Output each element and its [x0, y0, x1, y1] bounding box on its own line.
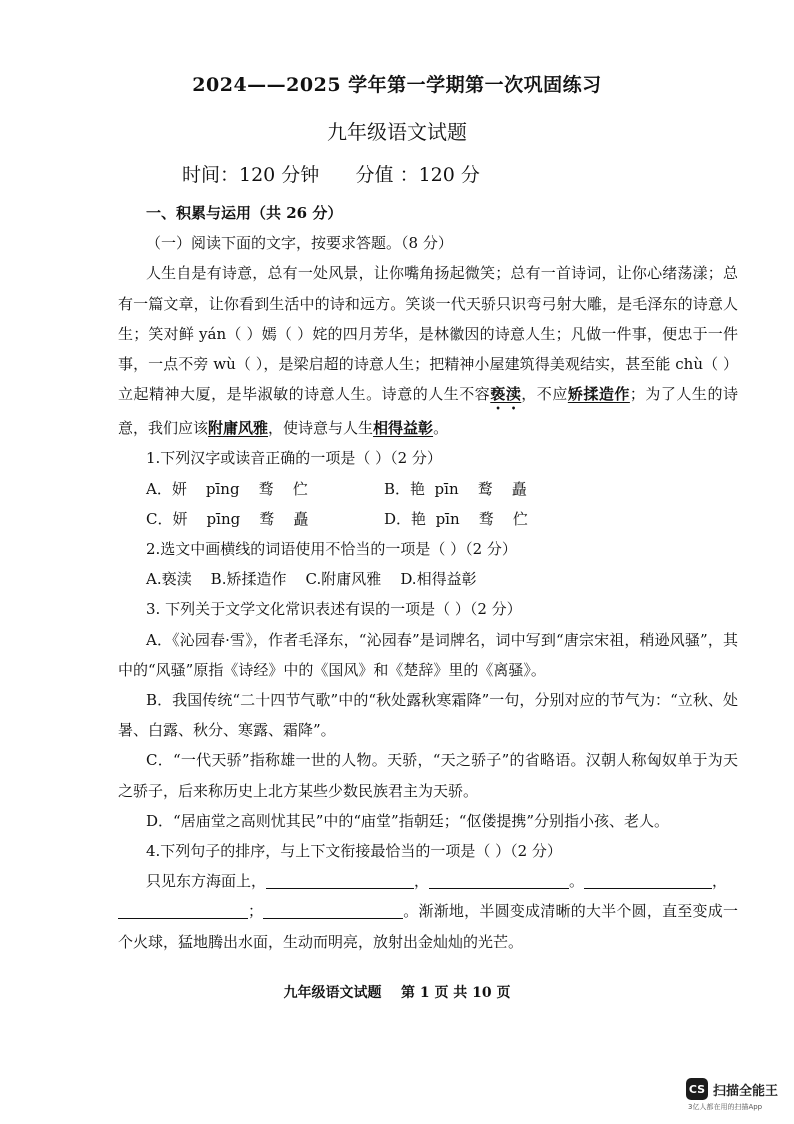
option-d: D．艳 pīn 骛 伫 — [384, 509, 528, 528]
watermark-tagline: 3亿人都在用的扫描App — [687, 1103, 763, 1111]
passage-text: ，不应 — [521, 385, 568, 404]
question-2-options: A.亵渎 B.矫揉造作 C.附庸风雅 D.相得益彰 — [146, 570, 477, 589]
question-4-stem: 4.下列句子的排序，与上下文衔接最恰当的一项是（ ）（2 分） — [146, 842, 562, 861]
reading-passage — [118, 258, 738, 443]
q4-separator: ， — [414, 872, 430, 891]
underlined-word-3: 附庸风雅 — [208, 419, 269, 438]
passage-text: 人生自是有诗意，总有一处风景，让你嘴角扬起微笑；总有一首诗词，让你心绪荡漾；总有一篇文章，让你看到生活中的诗和远方。笑谈一代天骄只识弯弓射大雕，是毛泽东的诗意人生；笑对鲜 yán（ ）嫣（ ）姹的四月芳华，是林徽因的诗意人生；凡做一件事，便忠于一件事，一点不旁 wù（ ），是梁启超的诗意人生；把精神小屋建筑得美观结实，甚至能 chù（ ）立起精神大厦，是毕淑敏的诗意人生。诗意的人生不容 — [118, 264, 738, 404]
question-3-option-a: A．《沁园春·雪》，作者毛泽东，“沁园春”是词牌名，词中写到“唐宗宋祖，稍逊风骚”，其中的“风骚”原指《诗经》中的《国风》和《楚辞》里的《离骚》。 — [118, 630, 738, 679]
underlined-word-1: 亵渎 — [490, 385, 522, 404]
section-heading: 一、积累与运用（共 26 分） — [146, 204, 343, 222]
q4-separator: ， — [712, 872, 728, 891]
page-footer: 九年级语文试题 第 1 页 共 10 页 — [283, 985, 511, 1001]
q4-separator: ； — [248, 902, 264, 921]
question-4-line-2 — [118, 896, 738, 956]
option-b: B．艳 pīn 鹜 矗 — [384, 479, 527, 498]
answer-blank-2[interactable] — [429, 870, 569, 889]
scanner-watermark — [686, 1078, 778, 1112]
option-c: C．妍 pīng 骛 矗 — [146, 509, 309, 528]
exam-subtitle: 九年级语文试题 — [327, 120, 467, 144]
option-a: A．妍 pīng 骛 伫 — [146, 479, 308, 498]
passage-text: 。 — [433, 419, 449, 438]
underlined-word-4: 相得益彰 — [373, 419, 434, 438]
question-3-option-c: C．“一代天骄”指称雄一世的人物。天骄，“天之骄子”的省略语。汉朝人称匈奴单于为天之骄子，后来称历史上北方某些少数民族君主为天骄。 — [118, 751, 738, 800]
question-1-options-row-2 — [118, 504, 738, 534]
passage-text: ；为了人生的诗意，我们应该 — [118, 385, 738, 438]
camscanner-logo-icon: CS — [686, 1078, 708, 1100]
question-3-option-d: D．“居庙堂之高则忧其民”中的“庙堂”指朝廷；“伛偻提携”分别指小孩、老人。 — [146, 811, 670, 830]
answer-blank-5[interactable] — [263, 900, 403, 919]
answer-blank-3[interactable] — [584, 870, 712, 889]
question-3-stem: 3. 下列关于文学文化常识表述有误的一项是（ ）（2 分） — [146, 600, 522, 619]
passage-text: ，使诗意与人生 — [268, 419, 374, 438]
q4-lead-text: 只见东方海面上， — [146, 872, 267, 891]
exam-title: 2024——2025 学年第一学期第一次巩固练习 — [192, 74, 602, 96]
underlined-word-2: 矫揉造作 — [567, 385, 630, 404]
exam-content — [118, 198, 738, 957]
question-1-stem: 1.下列汉字或读音正确的一项是（ ）（2 分） — [146, 449, 442, 468]
answer-blank-1[interactable] — [266, 870, 414, 889]
time-score-info: 时间：120 分钟 分值 ：120 分 — [182, 164, 480, 186]
watermark-app-name: 扫描全能王 — [712, 1083, 778, 1099]
question-2-stem: 2.选文中画横线的词语使用不恰当的一项是（ ）（2 分） — [146, 540, 517, 559]
watermark-row — [686, 1078, 778, 1100]
q4-separator: 。 — [569, 872, 585, 891]
part-heading: （一）阅读下面的文字，按要求答题。（8 分） — [146, 234, 453, 253]
answer-blank-4[interactable] — [118, 900, 248, 919]
question-1-options-row-1 — [118, 474, 738, 504]
q4-tail-text: 。渐渐地，半圆变成清晰的大半个圆，直至变成一个火球，猛地腾出水面，生动而明亮，放射出金灿灿的光芒。 — [118, 902, 738, 951]
question-4-line-1 — [118, 866, 738, 896]
question-3-option-b: B．我国传统“二十四节气歌”中的“秋处露秋寒霜降”一句，分别对应的节气为：“立秋、处暑、白露、秋分、寒露、霜降”。 — [118, 691, 738, 740]
